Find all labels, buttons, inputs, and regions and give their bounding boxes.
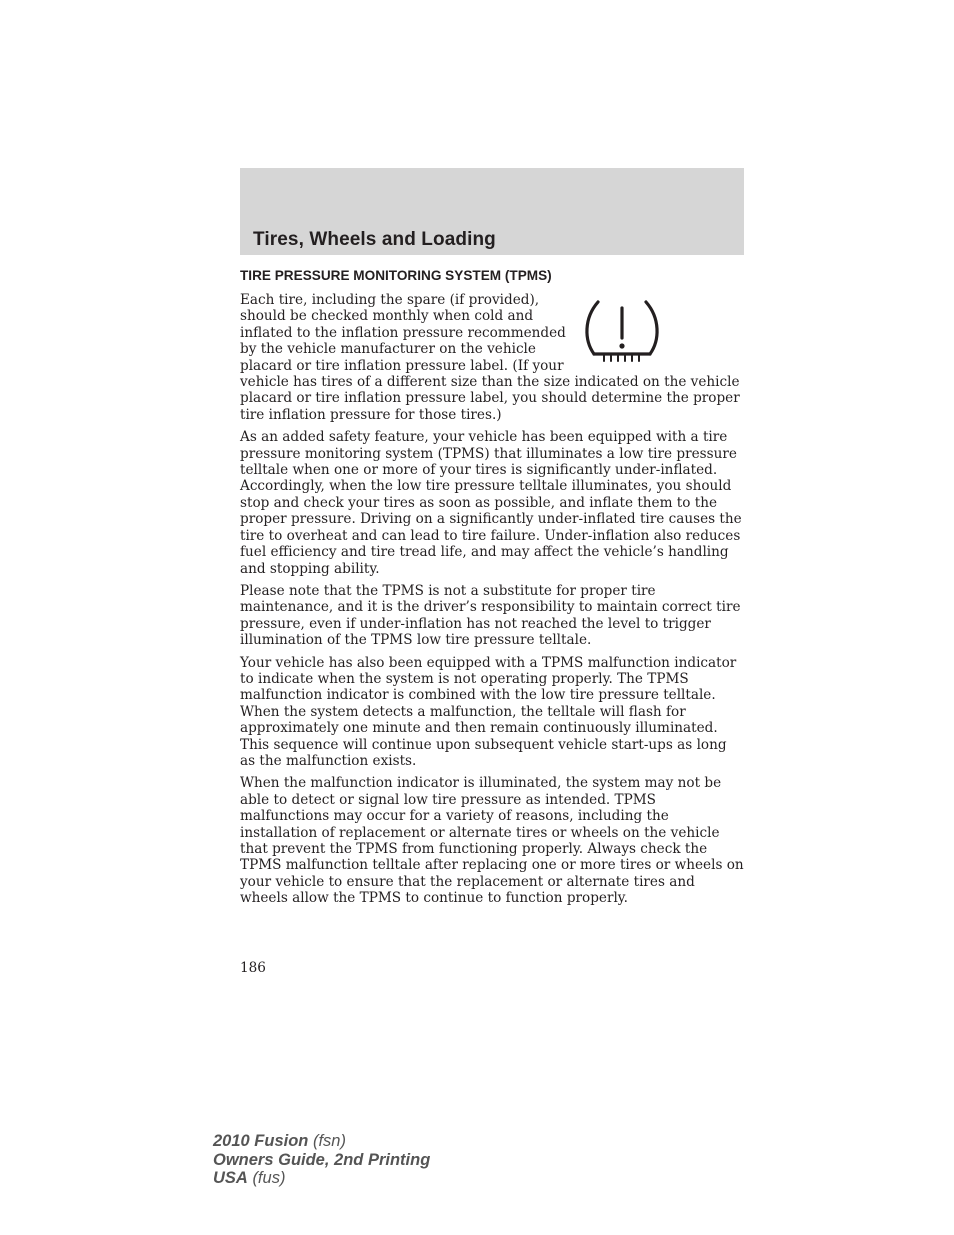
section-header-band [240,168,744,255]
paragraph: Your vehicle has also been equipped with a TPMS malfunction indicator to indicate when the system is not operating properly. The TPMS malfunction indicator is combined with the low tire pressure telltale. When the system detects a malfunction, the telltale will flash for approximately one minute and then remain continuously illuminated. This sequence will continue upon subsequent vehicle start-ups as long as the malfunction exists. [240,654,737,769]
tpms-warning-icon [582,296,662,368]
paragraph: Please note that the TPMS is not a substitute for proper tire maintenance, and it is the driver’s responsibility to maintain correct tire pressure, even if under-inflation has not reached the level to trigger illumination of the TPMS low tire pressure telltale. [240,582,741,649]
footer-edition: Owners Guide, 2nd Printing [213,1150,431,1169]
body-text [240,292,745,913]
page-number: 186 [240,960,266,976]
footer-model-code: (fsn) [312,1132,346,1150]
paragraph: As an added safety feature, your vehicle has been equipped with a tire pressure monitoring system (TPMS) that illuminates a low tire pressure telltale when one or more of your tires is significantly under-inflated. Accordingly, when the low tire pressure telltale illuminates, you should stop and check your tires as soon as possible, and inflate them to the proper pressure. Driving on a significantly under-inflated tire causes the tire to overheat and can lead to tire failure. Under-inflation also reduces fuel efficiency and tire tread life, and may affect the vehicle’s handling and stopping ability. [240,429,742,577]
section-title: Tires, Wheels and Loading [253,229,496,250]
footer-market: USA [213,1169,248,1188]
tpms-heading: TIRE PRESSURE MONITORING SYSTEM (TPMS) [240,268,552,283]
footer-market-code: (fus) [252,1169,286,1188]
paragraph: Each tire, including the spare (if provided), should be checked monthly when cold and inflated to the inflation pressure recommended by the vehicle manufacturer on the vehicle placard or tire inflation pressure label. (If your vehicle has tires of a different size than the size indicated on the vehicle placard or tire inflation pressure label, you should determine the proper tire inflation pressure for those tires.) [240,292,740,423]
paragraph: When the malfunction indicator is illuminated, the system may not be able to detect or signal low tire pressure as intended. TPMS malfunctions may occur for a variety of reasons, including the installation of replacement or alternate tires or wheels on the vehicle that prevent the TPMS from functioning properly. Always check the TPMS malfunction telltale after replacing one or more tires or wheels on your vehicle to ensure that the replacement or alternate tires and wheels allow the TPMS to continue to function properly. [240,775,744,907]
footer-model: 2010 Fusion [213,1132,309,1150]
footer-imprint [213,1132,430,1188]
